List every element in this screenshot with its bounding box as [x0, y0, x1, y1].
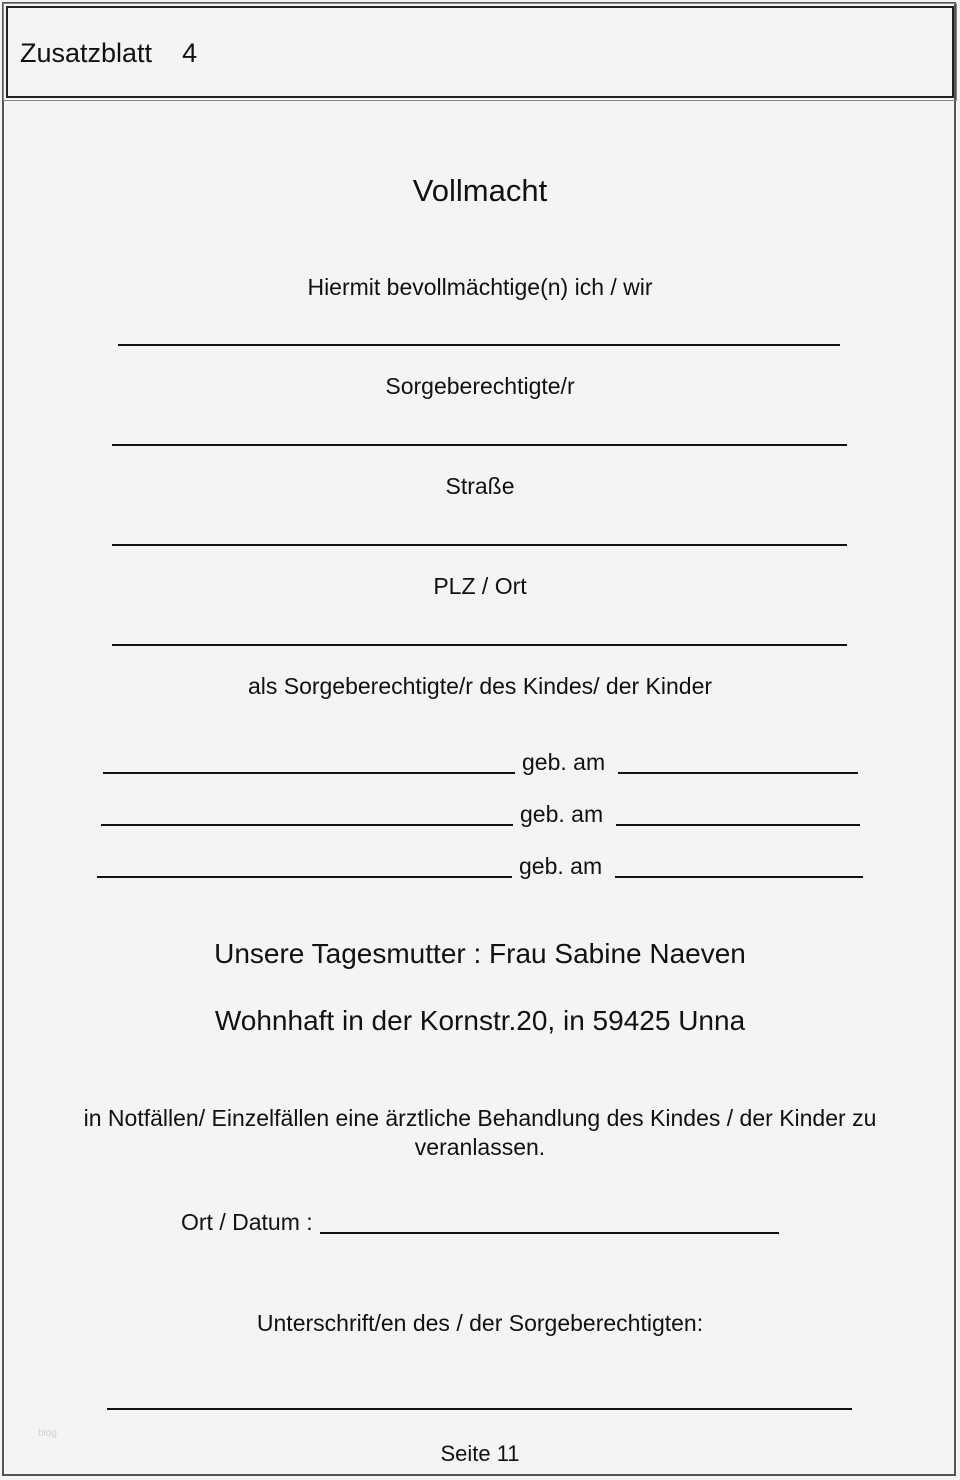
child-name-line[interactable]	[103, 772, 515, 774]
guardian-label: Sorgeberechtigte/r	[385, 373, 575, 399]
birth-label: geb. am	[520, 801, 604, 827]
child-birthdate-line[interactable]	[616, 824, 860, 826]
child-birthdate-line[interactable]	[618, 772, 858, 774]
watermark: blog	[38, 1428, 57, 1439]
extra-line[interactable]	[112, 644, 847, 646]
authorizer-name-line[interactable]	[118, 344, 840, 346]
signature-label: Unterschrift/en des / der Sorgeberechtigten:	[256, 1310, 704, 1336]
page-frame	[2, 2, 956, 1476]
birth-label: geb. am	[519, 853, 603, 879]
intro-text: Hiermit bevollmächtige(n) ich / wir	[307, 274, 653, 300]
place-date-line[interactable]	[320, 1232, 779, 1234]
zip-city-label: PLZ / Ort	[433, 573, 527, 599]
caretaker-address: Wohnhaft in der Kornstr.20, in 59425 Unna	[214, 1005, 746, 1036]
children-intro: als Sorgeberechtigte/r des Kindes/ der Kinder	[247, 673, 713, 699]
child-name-line[interactable]	[97, 876, 512, 878]
document-title: Vollmacht	[412, 173, 548, 208]
birth-label: geb. am	[522, 749, 606, 775]
zip-city-line[interactable]	[112, 544, 847, 546]
street-line[interactable]	[112, 444, 847, 446]
authorization-text: in Notfällen/ Einzelfällen eine ärztliche Behandlung des Kindes / der Kinder zu veranlassen.	[83, 1105, 877, 1160]
signature-line[interactable]	[107, 1408, 852, 1410]
page-number: Seite 11	[440, 1441, 520, 1466]
caretaker-name: Unsere Tagesmutter : Frau Sabine Naeven	[214, 938, 746, 969]
place-date-label: Ort / Datum :	[181, 1209, 313, 1235]
sheet-title: Zusatzblatt 4	[20, 38, 198, 68]
child-birthdate-line[interactable]	[615, 876, 863, 878]
child-name-line[interactable]	[101, 824, 513, 826]
street-label: Straße	[445, 473, 515, 499]
